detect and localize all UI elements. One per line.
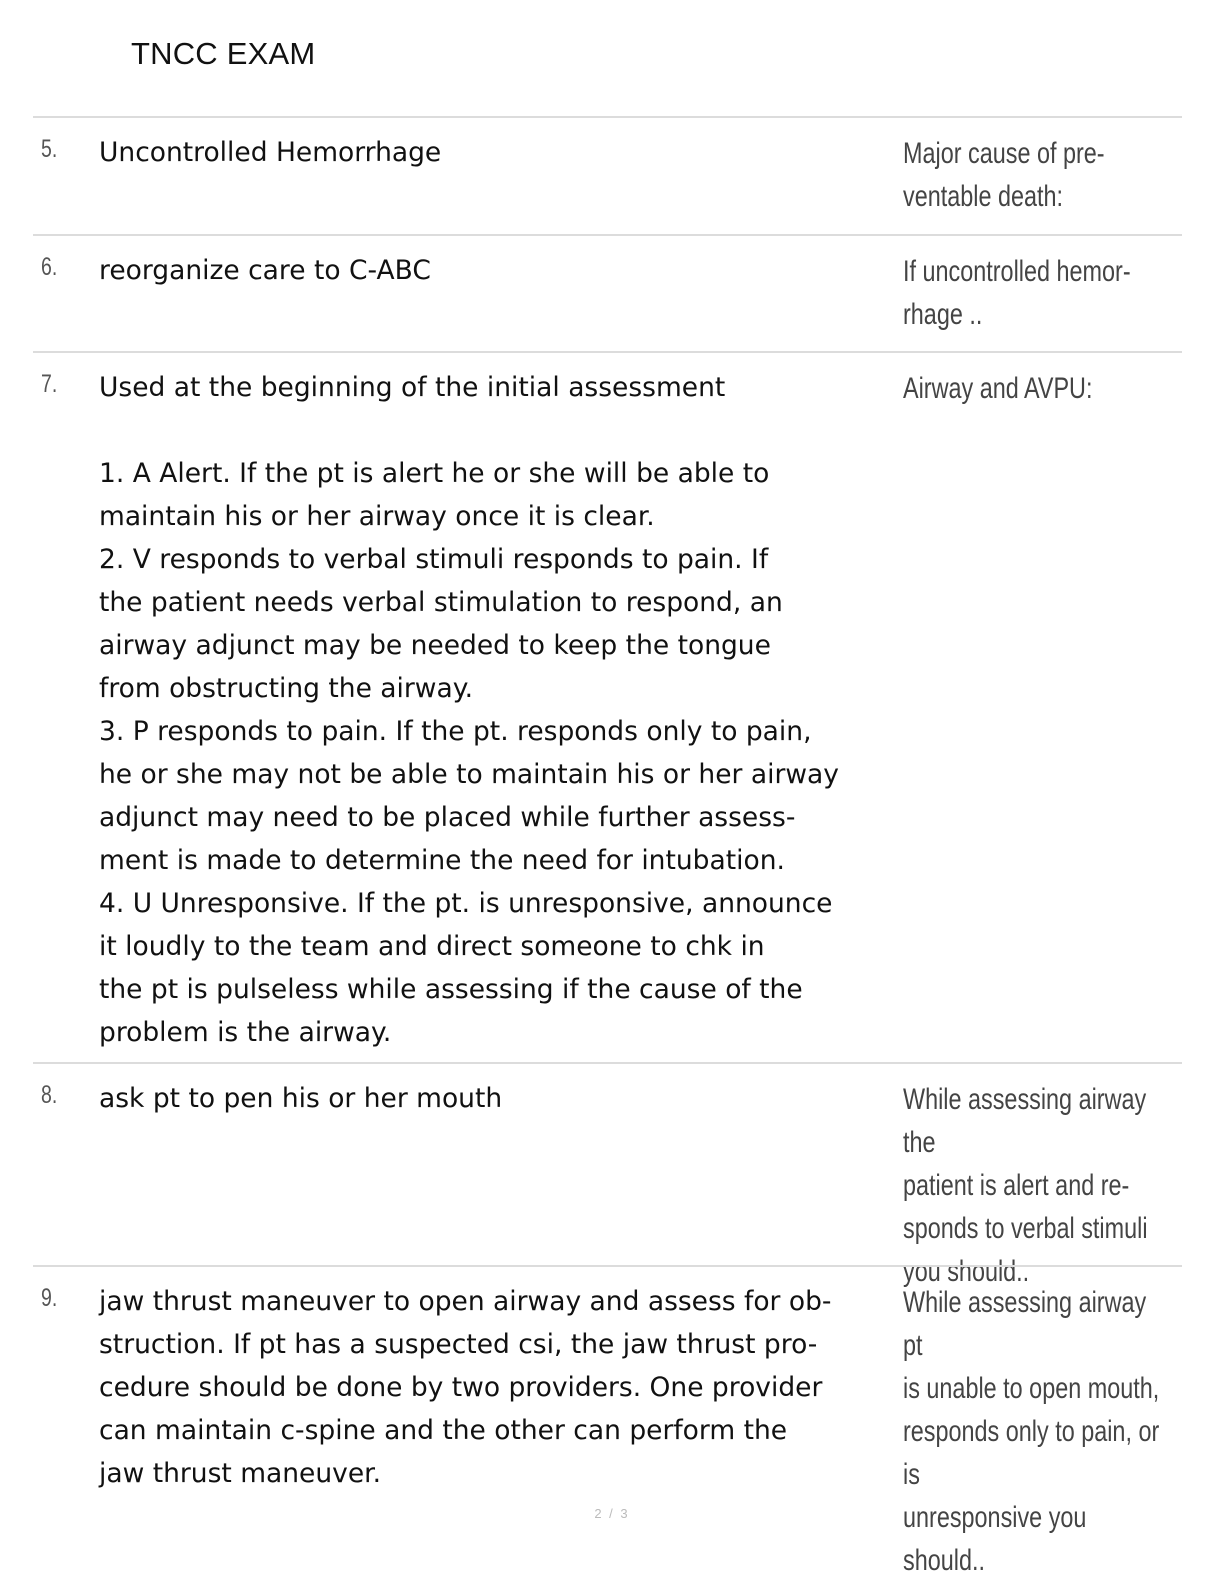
flashcard-5 — [33, 116, 1182, 234]
card-term: ask pt to pen his or her mouth — [99, 1083, 503, 1114]
card-term: jaw thrust maneuver to open airway and assess for ob- struction. If pt has a suspected csi, the jaw thrust pro- cedure should be done by two providers. One provider can maintain c-spine and the other can perform the jaw thrust maneuver. — [99, 1286, 832, 1489]
card-number: 5. — [41, 135, 58, 163]
page-indicator: 2 / 3 — [594, 1506, 630, 1521]
card-term: Uncontrolled Hemorrhage — [99, 137, 442, 168]
page-title: TNCC EXAM — [131, 36, 316, 71]
flashcard-6 — [33, 234, 1182, 351]
card-definition: If uncontrolled hemor- rhage .. — [903, 255, 1131, 331]
card-term: Used at the beginning of the initial assessment 1. A Alert. If the pt is alert he or she will be able to maintain his or her airway once it is clear. 2. V responds to verbal stimuli responds to pain. If the patient needs verbal stimulation to respond, an airway adjunct may be needed to keep the tongue from obstructing the airway. 3. P responds to pain. If the pt. responds only to pain, he or she may not be able to maintain his or her airway adjunct may need to be placed while further assess- ment is made to determine the need for intubation. 4. U Unresponsive. If the pt. is unresponsive, announce it loudly to the team and direct someone to chk in the pt is pulseless while assessing if the cause of the problem is the airway. — [99, 372, 839, 1048]
card-definition: Airway and AVPU: — [903, 372, 1093, 405]
card-number: 8. — [41, 1081, 58, 1109]
card-term: reorganize care to C-ABC — [99, 255, 431, 286]
card-number: 9. — [41, 1284, 58, 1312]
flashcard-7 — [33, 351, 1182, 1062]
card-number: 6. — [41, 253, 58, 281]
card-definition: While assessing airway pt is unable to open mouth, responds only to pain, or is unresponsive you should.. — [903, 1286, 1160, 1577]
flashcard-8 — [33, 1062, 1182, 1288]
card-number: 7. — [41, 370, 58, 398]
card-definition: Major cause of pre- ventable death: — [903, 137, 1105, 213]
card-definition: While assessing airway the patient is alert and re- sponds to verbal stimuli you should.. — [903, 1083, 1148, 1288]
